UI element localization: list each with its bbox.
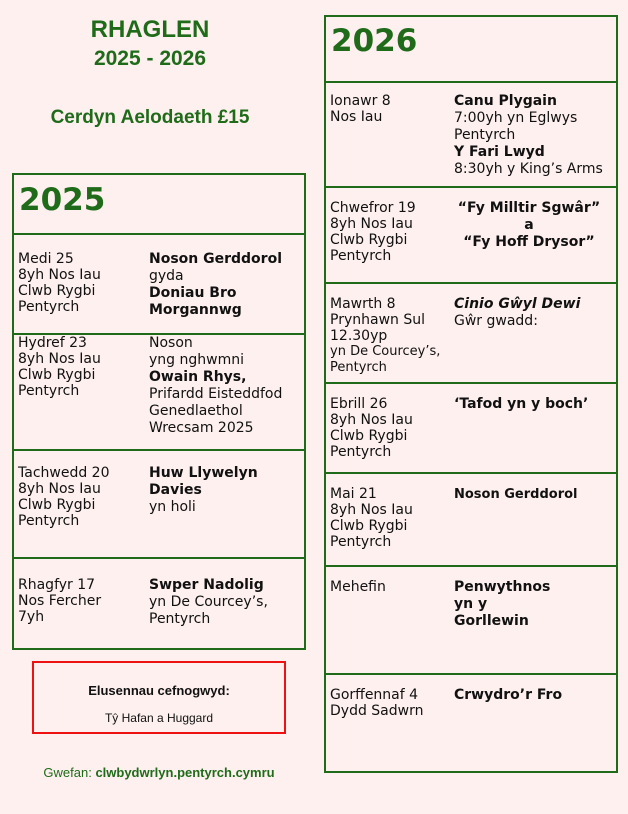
event-date-line: Clwb Rygbi	[330, 232, 408, 248]
event-detail-line: Huw Llywelyn	[149, 465, 258, 481]
event-detail-line: Noson Gerddorol	[454, 487, 578, 502]
event-date-line: Clwb Rygbi	[18, 367, 96, 383]
charity-names: Tŷ Hafan a Huggard	[104, 711, 214, 725]
year-heading-2025: 2025	[14, 175, 304, 235]
event-detail-line: yn holi	[149, 499, 196, 515]
event-details	[454, 296, 580, 330]
event-date-line: Mai 21	[330, 486, 377, 502]
year-heading-2026: 2026	[326, 17, 616, 83]
event-date	[330, 486, 413, 550]
event-date-line: yn De Courcey’s,	[330, 344, 441, 359]
event-row	[326, 384, 616, 474]
event-detail-line: Canu Plygain	[454, 93, 557, 109]
event-date-line: 8yh Nos Iau	[18, 481, 101, 497]
event-date-line: Hydref 23	[18, 335, 87, 351]
membership-fee: Cerdyn Aelodaeth £15	[50, 107, 250, 128]
event-details	[149, 577, 268, 628]
event-date-line: Prynhawn Sul	[330, 312, 425, 328]
event-row	[14, 333, 304, 451]
charity-title: Elusennau cefnogwyd:	[88, 683, 230, 698]
event-detail-line: Gŵr gwadd:	[454, 313, 538, 329]
event-row	[14, 233, 304, 335]
event-date-line: 8yh Nos Iau	[330, 502, 413, 518]
event-detail-line: Davies	[149, 482, 202, 498]
website-link[interactable]: clwbydwrlyn.pentyrch.cymru	[95, 765, 275, 780]
season-years: 2025 - 2026	[93, 47, 207, 70]
event-date-line: Tachwedd 20	[18, 465, 110, 481]
programme-2026	[324, 15, 618, 773]
event-details	[454, 486, 578, 503]
event-date-line: 8yh Nos Iau	[330, 216, 413, 232]
event-detail-line: Noson	[149, 335, 193, 351]
event-row	[326, 188, 616, 284]
event-row	[326, 675, 616, 775]
event-date-line: Pentyrch	[18, 299, 80, 315]
event-date-line: Pentyrch	[330, 248, 392, 264]
website-line	[0, 765, 318, 780]
event-details	[454, 579, 550, 630]
event-date	[18, 251, 101, 315]
event-date-line: Pentyrch	[330, 360, 387, 375]
event-row	[326, 284, 616, 384]
event-date-line: Pentyrch	[330, 534, 392, 550]
event-details	[454, 396, 588, 413]
event-detail-line: 7:00yh yn Eglwys	[454, 110, 578, 126]
website-label: Gwefan:	[43, 765, 92, 780]
event-date-line: Mehefin	[330, 579, 386, 595]
event-date	[330, 93, 391, 125]
event-detail-line: Crwydro’r Fro	[454, 687, 563, 703]
event-date-line: Ebrill 26	[330, 396, 388, 412]
event-date-line: Clwb Rygbi	[330, 518, 408, 534]
event-detail-line: Pentyrch	[454, 127, 516, 143]
event-row	[14, 451, 304, 559]
event-details	[454, 200, 604, 251]
event-details	[454, 93, 603, 178]
event-row	[326, 81, 616, 188]
event-date	[18, 465, 110, 529]
event-date	[18, 335, 101, 399]
event-date	[330, 200, 416, 264]
event-detail-line: ‘Tafod yn y boch’	[454, 396, 589, 412]
event-detail-line: Swper Nadolig	[149, 577, 264, 593]
event-date-line: Nos Fercher	[18, 593, 102, 609]
event-detail-line: “Fy Milltir Sgwâr”	[457, 200, 601, 216]
page-title: RHAGLEN	[90, 16, 210, 43]
event-date-line: Pentyrch	[330, 444, 392, 460]
event-detail-line: Doniau Bro	[149, 285, 237, 301]
event-detail-line: Wrecsam 2025	[149, 420, 254, 436]
event-date-line: Ionawr 8	[330, 93, 391, 109]
event-row	[14, 559, 304, 650]
event-detail-line: Owain Rhys,	[149, 369, 247, 385]
event-date	[18, 577, 101, 625]
event-details	[149, 465, 258, 516]
event-date-line: Clwb Rygbi	[330, 428, 408, 444]
event-detail-line: Pentyrch	[149, 611, 211, 627]
event-detail-line: 8:30yh y King’s Arms	[454, 161, 603, 177]
event-detail-line: yn y	[454, 596, 488, 612]
event-detail-line: Morgannwg	[149, 302, 242, 318]
event-date-line: Pentyrch	[18, 513, 80, 529]
event-date-line: Clwb Rygbi	[18, 497, 96, 513]
event-date-line: 8yh Nos Iau	[330, 412, 413, 428]
event-details	[149, 335, 282, 437]
event-detail-line: yng nghwmni	[149, 352, 244, 368]
event-detail-line: Cinio Gŵyl Dewi	[454, 296, 581, 312]
event-detail-line: a	[524, 217, 534, 233]
event-details	[454, 687, 562, 704]
event-date	[330, 687, 423, 719]
event-date	[330, 296, 440, 376]
event-detail-line: Genedlaethol	[149, 403, 243, 419]
event-detail-line: gyda	[149, 268, 184, 284]
event-date	[330, 396, 413, 460]
event-date-line: Clwb Rygbi	[18, 283, 96, 299]
event-detail-line: “Fy Hoff Drysor”	[463, 234, 595, 250]
event-date-line: Pentyrch	[18, 383, 80, 399]
event-row	[326, 474, 616, 567]
event-detail-line: Penwythnos	[454, 579, 551, 595]
event-details	[149, 251, 282, 319]
event-detail-line: yn De Courcey’s,	[149, 594, 268, 610]
event-date-line: Gorffennaf 4	[330, 687, 419, 703]
event-date	[330, 579, 386, 595]
event-date-line: 8yh Nos Iau	[18, 267, 101, 283]
event-detail-line: Prifardd Eisteddfod	[149, 386, 283, 402]
event-date-line: Dydd Sadwrn	[330, 703, 424, 719]
event-date-line: Medi 25	[18, 251, 74, 267]
event-date-line: Chwefror 19	[330, 200, 416, 216]
event-date-line: Nos Iau	[330, 109, 383, 125]
event-detail-line: Y Fari Lwyd	[454, 144, 545, 160]
event-detail-line: Noson Gerddorol	[149, 251, 282, 267]
event-row	[326, 567, 616, 675]
event-date-line: 12.30yp	[330, 328, 388, 344]
charity-box	[32, 661, 286, 734]
event-date-line: 8yh Nos Iau	[18, 351, 101, 367]
event-date-line: Rhagfyr 17	[18, 577, 96, 593]
event-date-line: Mawrth 8	[330, 296, 396, 312]
event-detail-line: Gorllewin	[454, 613, 529, 629]
programme-2025	[12, 173, 306, 650]
event-date-line: 7yh	[18, 609, 45, 625]
